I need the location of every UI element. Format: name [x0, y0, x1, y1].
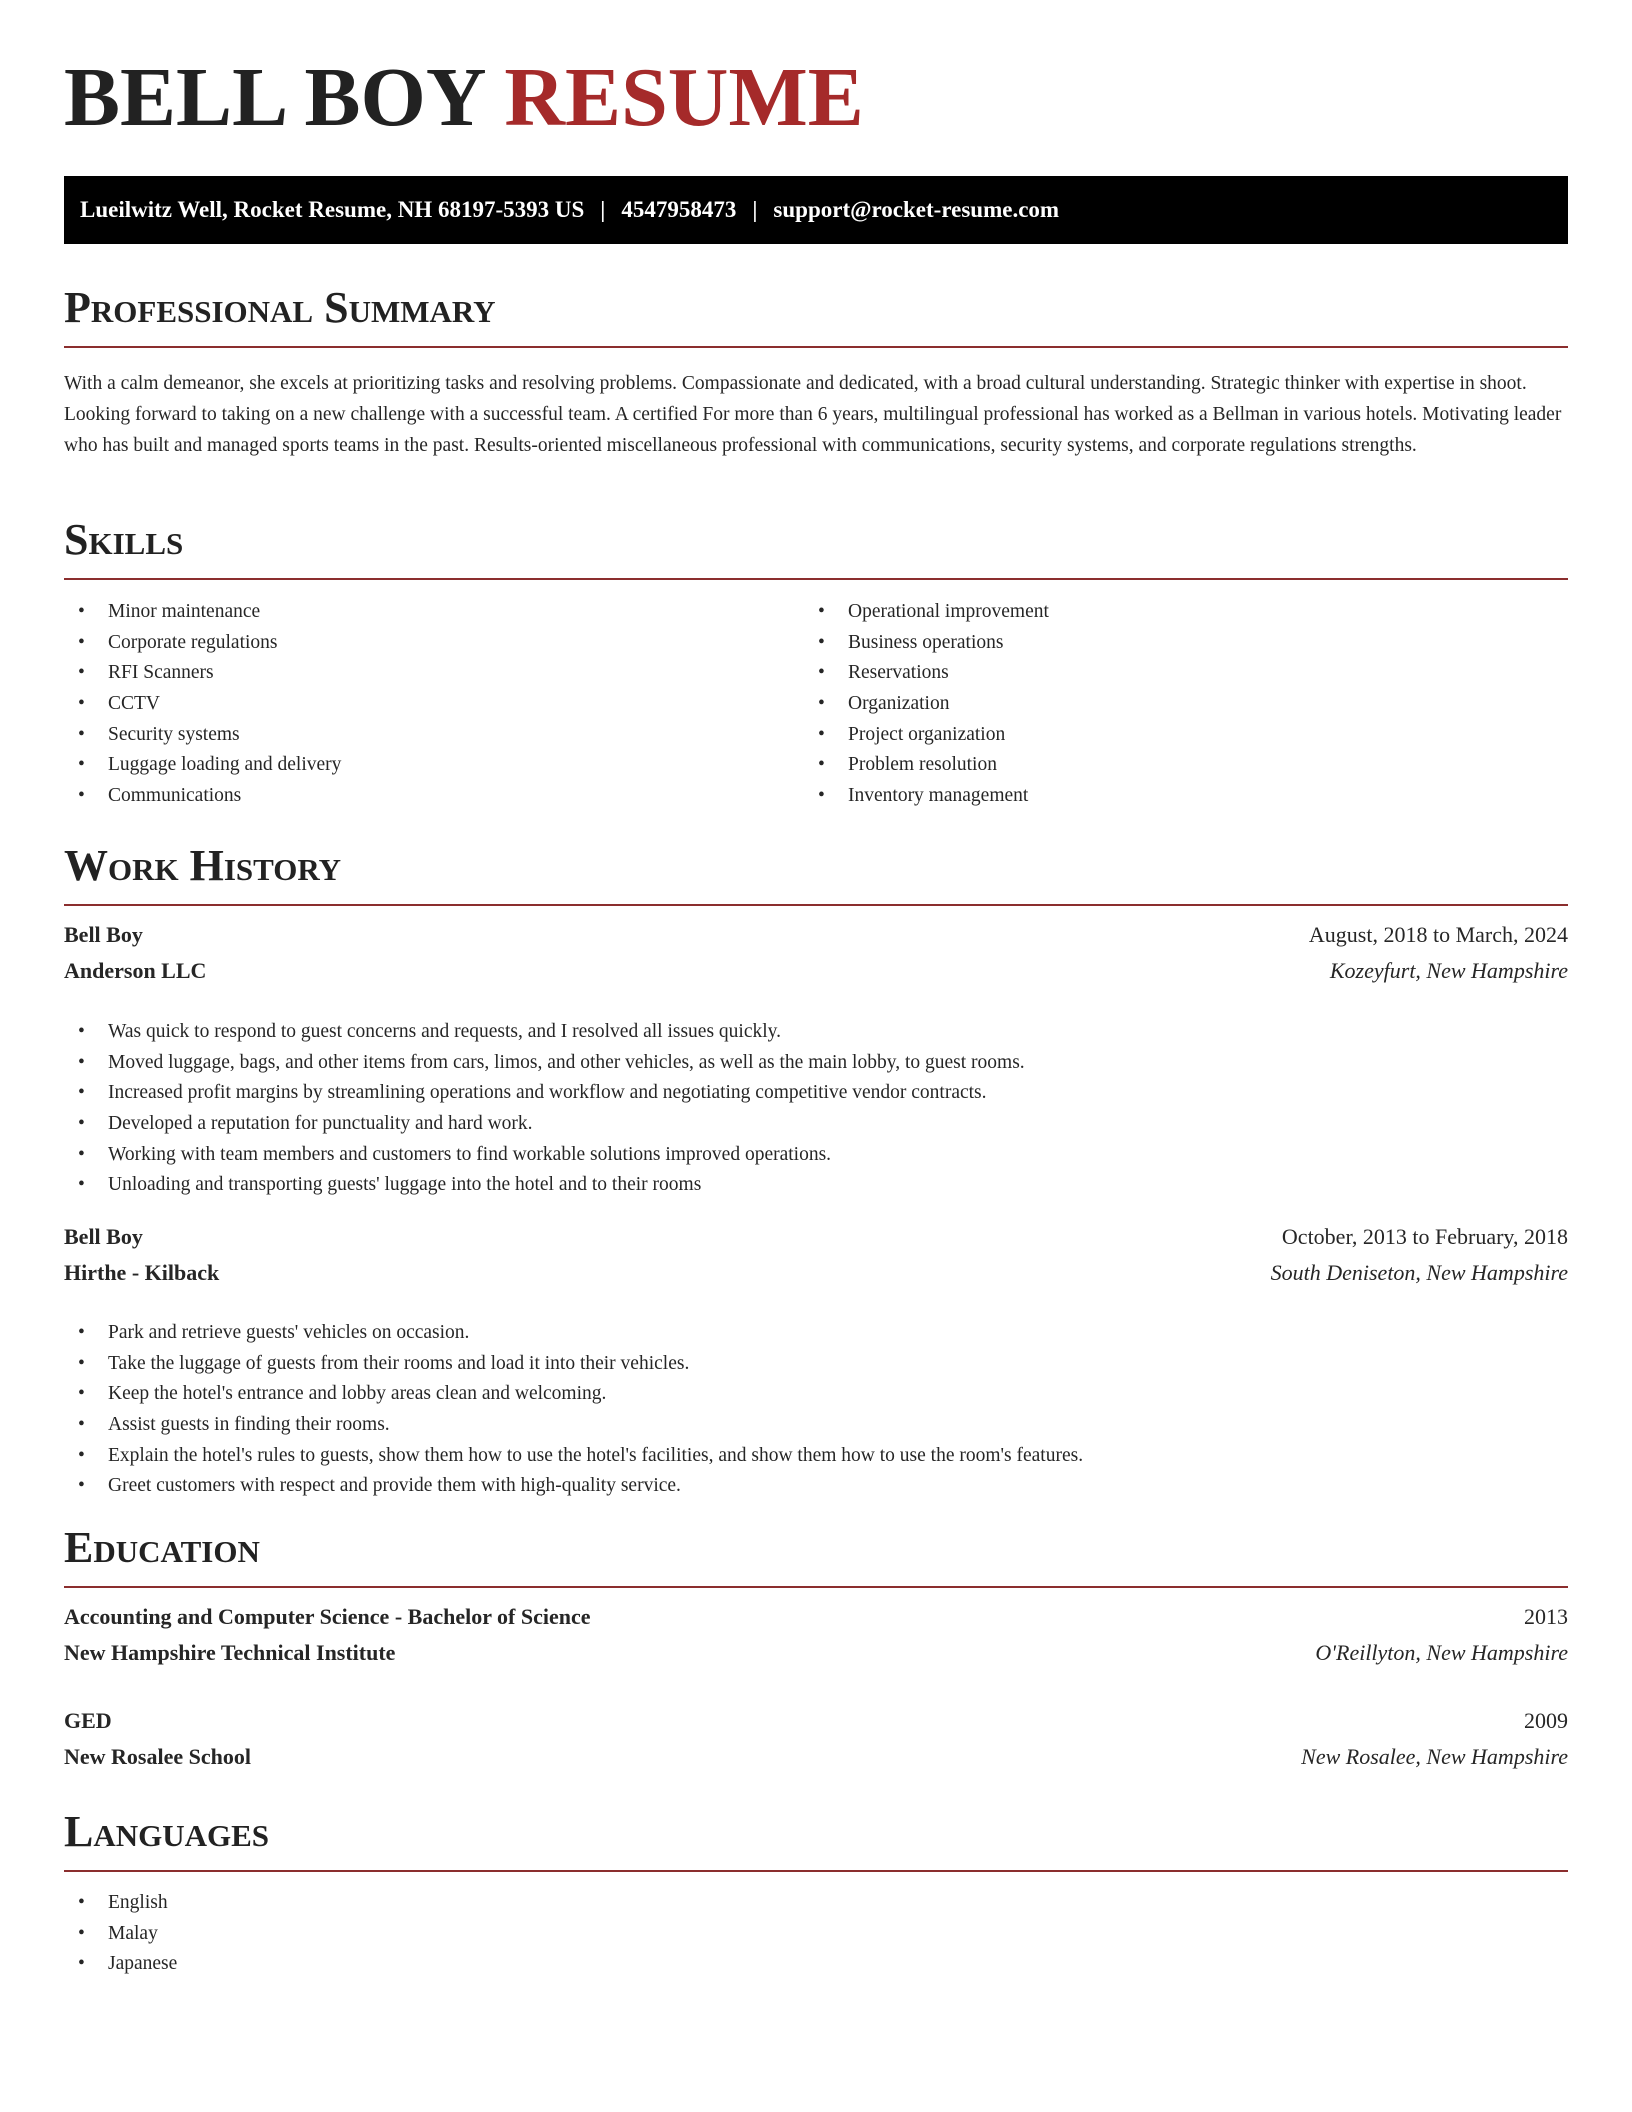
education-school-row: [64, 1640, 1568, 1666]
job-header-row: [64, 1224, 1568, 1250]
contact-separator: |: [600, 197, 606, 222]
work-history-heading: Work History: [64, 844, 1568, 906]
job-bullets: [64, 1318, 1083, 1502]
education-heading: Education: [64, 1526, 1568, 1588]
education-degree-row: [64, 1604, 1568, 1630]
contact-address: Lueilwitz Well, Rocket Resume, NH 68197-5393 US: [80, 197, 585, 222]
skill-item: • Project organization: [804, 720, 1049, 751]
education-degree: Accounting and Computer Science - Bachelor of Science: [64, 1604, 591, 1629]
language-item: • English: [64, 1888, 177, 1919]
skill-item: • Communications: [64, 781, 341, 812]
skill-item: • Operational improvement: [804, 597, 1049, 628]
skill-item: • CCTV: [64, 689, 341, 720]
skills-list-left: [64, 597, 341, 812]
job-bullet: • Park and retrieve guests' vehicles on occasion.: [64, 1318, 1083, 1349]
title-resume-word: RESUME: [504, 51, 864, 144]
skill-item: • Luggage loading and delivery: [64, 750, 341, 781]
job-bullet: • Developed a reputation for punctuality and hard work.: [64, 1109, 1025, 1140]
education-degree: GED: [64, 1708, 112, 1733]
education-school: New Hampshire Technical Institute: [64, 1640, 396, 1665]
job-bullet: • Working with team members and customers to find workable solutions improved operations.: [64, 1140, 1025, 1171]
job-dates: October, 2013 to February, 2018: [1281, 1224, 1568, 1249]
languages-heading: Languages: [64, 1810, 1568, 1872]
skill-item: • Reservations: [804, 658, 1049, 689]
skill-item: • Problem resolution: [804, 750, 1049, 781]
job-company: Hirthe - Kilback: [64, 1260, 220, 1285]
education-year: 2013: [1524, 1604, 1568, 1629]
job-bullet: • Assist guests in finding their rooms.: [64, 1410, 1083, 1441]
job-bullets: [64, 1017, 1025, 1201]
skill-item: • Corporate regulations: [64, 628, 341, 659]
job-bullet: • Keep the hotel's entrance and lobby areas clean and welcoming.: [64, 1379, 1083, 1410]
job-title: Bell Boy: [64, 1224, 143, 1249]
skill-item: • RFI Scanners: [64, 658, 341, 689]
job-bullet: • Moved luggage, bags, and other items from cars, limos, and other vehicles, as well as the main lobby, to guest rooms.: [64, 1048, 1025, 1079]
job-bullet: • Was quick to respond to guest concerns and requests, and I resolved all issues quickly.: [64, 1017, 1025, 1048]
skill-item: • Business operations: [804, 628, 1049, 659]
job-header-row: [64, 922, 1568, 948]
job-bullet: • Take the luggage of guests from their rooms and load it into their vehicles.: [64, 1349, 1083, 1380]
job-title: Bell Boy: [64, 922, 143, 947]
contact-email[interactable]: support@rocket-resume.com: [773, 197, 1060, 222]
summary-text: With a calm demeanor, she excels at prioritizing tasks and resolving problems. Compassionate and dedicated, with a broad cultural understanding. Strategic thinker with expertise in shoot. Looking forward to taking on a new challenge with a successful team. A certified For more than 6 years, multilingual professional has worked as a Bellman in various hotels. Motivating leader who has built and managed sports teams in the past. Results-oriented miscellaneous professional with communications, security systems, and corporate regulations strengths.: [64, 373, 1562, 456]
skill-item: • Minor maintenance: [64, 597, 341, 628]
job-bullet: • Increased profit margins by streamlining operations and workflow and negotiating competitive vendor contracts.: [64, 1078, 1025, 1109]
contact-separator: |: [752, 197, 758, 222]
education-location: O'Reillyton, New Hampshire: [1315, 1640, 1568, 1665]
resume-title: [64, 52, 864, 144]
title-name: BELL BOY: [64, 51, 484, 144]
job-dates: August, 2018 to March, 2024: [1308, 922, 1568, 947]
job-location: Kozeyfurt, New Hampshire: [1329, 958, 1568, 983]
skills-heading: Skills: [64, 518, 1568, 580]
education-location: New Rosalee, New Hampshire: [1301, 1744, 1568, 1769]
skills-list-right: [804, 597, 1049, 812]
education-year: 2009: [1524, 1708, 1568, 1733]
education-school: New Rosalee School: [64, 1744, 251, 1769]
skill-item: • Security systems: [64, 720, 341, 751]
summary-heading: Professional Summary: [64, 286, 1568, 348]
job-bullet: • Unloading and transporting guests' luggage into the hotel and to their rooms: [64, 1170, 1025, 1201]
contact-bar: [64, 176, 1568, 244]
contact-phone[interactable]: 4547958473: [621, 197, 737, 222]
job-company-row: [64, 958, 1568, 984]
job-bullet: • Greet customers with respect and provide them with high-quality service.: [64, 1471, 1083, 1502]
skill-item: • Inventory management: [804, 781, 1049, 812]
language-item: • Japanese: [64, 1949, 177, 1980]
education-degree-row: [64, 1708, 1568, 1734]
skill-item: • Organization: [804, 689, 1049, 720]
job-location: South Deniseton, New Hampshire: [1270, 1260, 1568, 1285]
education-school-row: [64, 1744, 1568, 1770]
language-item: • Malay: [64, 1919, 177, 1950]
job-company-row: [64, 1260, 1568, 1286]
job-company: Anderson LLC: [64, 958, 207, 983]
job-bullet: • Explain the hotel's rules to guests, show them how to use the hotel's facilities, and show them how to use the room's features.: [64, 1441, 1083, 1472]
languages-list: [64, 1888, 177, 1980]
